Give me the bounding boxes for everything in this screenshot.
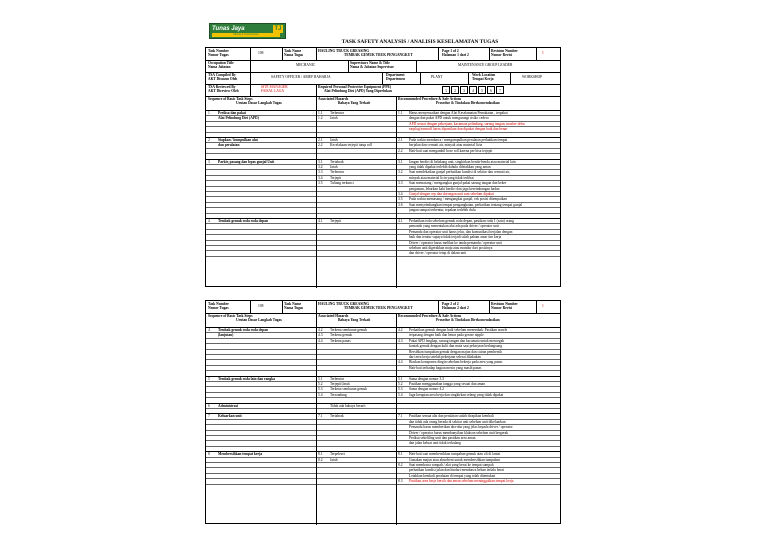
step-text: Alat Pelindung Diri (APD) [218,116,259,121]
col-hazards-id: Bahaya Yang Terkait [338,101,371,105]
control-text: dan driver / operator tetap di dalam unit [409,251,467,256]
hazard-text: Terpeleset [330,452,345,457]
control-text: earplug/earmuff harus dipastikan dan dipakai dengan baik dan benar [409,127,508,132]
control-number [398,187,408,192]
control-text: Driver / operator harus membunyikan klakson sebelum unit bergerak [409,430,509,435]
department-label: Department Departemen [386,73,405,81]
control-number [398,116,408,121]
hazard-text: Kecelakaan terjepit tutup roll [330,143,373,148]
control-number [398,333,408,338]
control-number: 3.4 [398,192,403,196]
step-number: 5 [208,376,210,381]
control-text: Pastikan menggunakan tangga yang sesuai dan aman [409,382,486,386]
control-number: 7.1 [398,414,403,419]
hazard-text: Terbentur [330,376,344,381]
control-text: kontak gemuk dengan kulit dan mata saat pekerjaan berlangsung [409,344,503,349]
hazard-text: Terjepit [330,219,342,223]
control-text: pengaman, lebarkan kaki berdiri dan jaga keseimbangan badan [409,186,500,191]
control-text: Saat membawa sampah / alat yang berat ke tempat sampah [409,463,494,467]
control-number: 3.6 [398,202,403,207]
control-text: Jaga kerapian area kerja dan singkirkan selang yang tidak dipakai [409,392,504,397]
control-text: Perhatikan gemuk dengan baik sebelum menembak. Pastikan nozzle [409,328,508,332]
p2-task-number-label: Task Number Nomor Tugas [208,302,229,310]
control-number [398,458,408,463]
control-text: baik dan teratur supaya tidak terjadi salah paham antar tim kerja [409,235,502,240]
ppe-box: 3 [460,86,468,94]
hazard-text: Terkena panas [330,338,351,343]
hazard-number: 8.1 [318,452,323,457]
control-number [398,230,408,235]
step-text: Tembak gemuk roda roda depan [218,328,269,332]
control-number: 8.1 [398,452,403,457]
ppe-label-1: Required Personal Protective Equipment (PPE) [318,85,392,89]
hazard-number: 3.3 [318,170,323,175]
hazard-text: Tersandung [330,392,347,397]
control-number [398,127,408,132]
control-number [398,366,408,371]
hazard-number: 1.1 [318,111,323,115]
control-number [398,224,408,229]
reviewed-by-label: TSA Reviewed By AKT Direview Oleh [208,85,239,93]
control-number [398,441,408,446]
hazard-number: 4.2 [318,328,323,332]
control-number [398,436,408,441]
hazard-number: 4.3 [318,333,323,338]
control-number [398,235,408,240]
page-2 [205,300,561,524]
hazard-text: Terbentur [330,170,344,175]
control-text: Perhatikan roda sebelum gemuk roda depan, pastikan roda 1 (satu) orang [409,219,514,223]
control-text: Sama dengan nomor 3.3 [409,376,444,381]
control-number [398,251,408,256]
col-controls-id: Prosedur & Tindakan Direkomendasikan [436,101,500,105]
control-number: 3.3 [398,181,403,186]
ppe-box: 4 [469,86,477,94]
control-number: 5.1 [398,376,403,381]
hazard-text: Jatuh [330,457,338,462]
control-number [398,241,408,246]
step-text: Administrasi [218,403,238,408]
step-number: 4 [208,219,210,223]
control-text: sebelum unit digerakkan maju atau mundur dari posisinya [409,246,493,250]
step-text: Periksa dan pakai [218,111,246,115]
control-text: APD sesuai dengan pekerjaan, kacamata pelindung, sarung tangan, masker debu [409,121,525,126]
control-number [398,420,408,425]
logo-tagline: Mining & Construction [212,33,280,37]
control-text: Pada waktu membawa / mengumpulkan peralatan perhatikan tempat [409,138,508,142]
hazard-number: 2.2 [318,143,323,148]
hazard-number: 1.2 [318,116,323,121]
control-text: Saat memasang / mengangkat gunjal pakai sarung tangan dan beker [409,181,507,186]
control-number [398,474,408,479]
control-number [398,208,408,213]
step-text: (lanjutan) [218,333,234,338]
department-value: PLANT [431,75,443,79]
step-text: dan peralatan [218,143,240,148]
control-text: Hati-hati saat mengambil hose roll karena per bisa terjepit [409,148,493,153]
hazard-number: 3.1 [318,159,323,164]
step-number: 4 [208,328,210,332]
ppe-label-2: Alat Pelindung Diri (APD) Yang Diperlukan [324,89,392,93]
control-text: Hati-hati saat membersihkan tumpahan gemuk atau oli di lantai [409,452,501,457]
control-text: Saat menyeimbangkan tempat pengangkatan, perhatikan tentang tempat gunjal [409,202,523,207]
p2-task-number: 108 [258,304,264,308]
hazard-number: 5.1 [318,376,323,381]
ppe-box: 6 [487,86,495,94]
hazard-text: Jatuh [330,165,338,169]
task-number-label: Task Number Nomor Tugas [208,49,229,57]
control-number [398,431,408,436]
control-text: Gunakan majun atau absorbent untuk membersihkan tumpahan [409,457,500,462]
compiled-by-label: TSA Compiled By AKT Disusun Oleh [208,73,238,81]
control-number: 4.3 [398,338,403,343]
p2-task-name-label: Task Name Nama Tugas [284,302,304,310]
control-number [398,176,408,181]
document-title: TASK SAFETY ANALYSIS / ANALISIS KESELAMATAN TUGAS [341,39,499,45]
step-number: 6 [208,403,210,408]
control-number [398,122,408,127]
control-number [398,468,408,473]
control-number: 1.1 [398,111,403,115]
p2-revision-number: 1 [542,304,544,308]
ppe-box: 5 [478,86,486,94]
control-text: Gunjal dengan cep dan dorongan unit saat sebelum dipakai [409,192,494,196]
p2-page-label: Page 2 of 2 [442,302,459,306]
hazard-text: Terjepit [330,175,342,180]
control-text: Pada waktu memasang / mengangkat gunjal, cek posisi ditempatkan [409,197,507,202]
p2-col-steps: Sequence of Basic Task Steps [208,314,253,318]
control-number [398,350,408,355]
control-text: Pemandu harus memberikan aba-aba yang jelas kepada driver / operator [409,425,513,430]
control-text: Pastikan semua alat dan peralatan sudah dirapikan kembali [409,414,494,419]
hazard-number: 4.1 [318,219,323,223]
control-number: 3.5 [398,197,403,202]
hazard-number [318,404,328,409]
control-number: 5.2 [398,382,403,386]
ppe-box: 7 [496,86,504,94]
occupation-label: Occupation Title Nama Jabatan [208,61,234,69]
hazard-number: 3.5 [318,181,323,186]
step-number: 2 [208,138,210,142]
p2-col-hazards: Associated Hazards [318,314,349,318]
task-name-label: Task Name Nama Tugas [284,49,304,57]
control-text: pemandu yang menentukan alat ada pada driver / operator unit [409,224,499,229]
reviewed-by-2: FAISAL LAGA [261,89,285,93]
control-text: Pastikan area kerja bersih dan aman sebelum meninggalkan tempat kerja [409,479,514,484]
hazard-text: Tertabrak [330,414,344,419]
location-label: Work Location Tempat Kerja [472,73,496,81]
step-text: Parkir, pasang dan lepas gunjal Unit [218,159,275,164]
hazard-text: Terkena semburan gemuk [330,328,368,332]
control-text: dari area kerja setelah pekerjaan selesai dilakukan [409,355,481,359]
control-text: Pakai APD lengkap, sarung tangan dan kacamata untuk mencegah [409,338,505,343]
control-text: berjalan dan cermati air, minyak atau material licin [409,143,483,148]
page-1 [205,47,561,287]
control-number: 2.2 [398,148,403,153]
step-number: 3 [208,159,210,164]
hazard-number: 5.4 [318,392,323,397]
location-value: WORKSHOP [522,75,543,79]
control-text: dan tidak ada orang berada di sekitar unit sebelum unit dikeluarkan [409,419,506,424]
control-number: 8.2 [398,463,403,467]
supervisor-value: MAINTENANCE GROUP LEADER [458,63,513,67]
hazard-number: 5.3 [318,387,323,392]
control-number [398,143,408,148]
hazard-number: 4.4 [318,338,323,343]
step-text: Tembak gemuk roda lain dan rangka [218,376,276,381]
revision-label: Revision Number Nomor Revisi [491,49,518,57]
step-number: 1 [208,111,210,115]
control-number: 3.2 [398,170,403,175]
control-text: perhatikan kondisi jalan dan hindari membawa beban terlalu berat [409,468,504,473]
control-text: dan jalan keluar unit tidak terhalang [409,441,461,446]
control-text: jangan sampai terbentur, tepakan terlebih dulu [409,208,476,213]
step-text: Tembak gemuk roda roda depan [218,219,269,223]
hazard-text: Terkena gemuk [330,333,353,338]
supervisor-label: Supervisors Name & Title Nama & Jabatan Supervisor [350,61,395,69]
p2-page-label-id: Halaman 2 dari 2 [442,306,469,310]
col-hazards: Associated Hazards [318,97,349,101]
control-text: Letakkan kembali peralatan di tempat yang telah ditentukan [409,473,496,478]
control-number: 4.4 [398,360,403,365]
hazard-text: Tertabrak [330,159,344,164]
control-number [398,165,408,170]
step-text: Membersihkan tempat kerja [218,452,263,457]
hazard-text: Tidak ada bahaya berarti [330,403,366,408]
task-name-2: TEMBAK GEMUK TRUK PENGANGKUT [344,53,413,57]
control-text: Jangan berdiri di belakang unit, singkirkan benda-benda atau material lain [409,159,516,164]
control-number: 5.4 [398,392,403,397]
control-number: 4.2 [398,328,403,332]
col-controls: Recommended Procedure & Safe Actions [398,97,462,101]
compiled-by-value: SAFETY OFFICER / ARIEF RAHARJA [271,75,331,79]
hazard-number: 3.4 [318,175,323,180]
reviewed-by-1: SITE MANAGER [261,85,288,89]
control-number: 5.3 [398,387,403,392]
ppe-box: 2 [451,86,459,94]
p2-task-name-1: HAULING TRUCK GREASING [318,302,370,306]
revision-number: 1 [542,51,544,55]
col-steps: Sequence of Basic Task Steps [208,97,253,101]
step-text: Keluarkan unit [218,414,242,419]
control-text: Driver / operator harus melihat ke tanda pemandu / operator unit [409,240,502,245]
control-number [398,425,408,430]
page-label: Page 1 of 2 [442,49,459,53]
company-logo [209,23,286,39]
control-text: Bersihkan tumpahan gemuk dengan majun dan cairan pembersih [409,349,503,354]
control-text: Saat mendekatkan gunjal perhatikan kondisi di sekitar dan cermati air, [409,170,511,175]
hazard-number: 2.1 [318,138,323,142]
control-number [398,355,408,360]
logo-mark: TJ [274,26,282,32]
task-number: 108 [258,51,264,55]
hazard-number: 3.2 [318,165,323,169]
hazard-number: 8.2 [318,457,323,462]
hazard-text: Jatuh [330,138,338,142]
logo-name: Tunas Jaya [212,26,245,32]
control-text: Sama dengan nomor 4.2 [409,387,444,392]
control-text: yang tidak dipakai terlebih dahulu diletakkan yang aman [409,165,491,169]
p2-col-controls: Recommended Procedure & Safe Actions [398,314,462,318]
control-text: Pemandu dan operator unit harus jelas, dan komunikasi berjalan dengan [409,229,513,234]
control-number: 8.3 [398,479,403,484]
control-text: dengan dan pakai APD untuk mengurangi risiko cedera [409,116,489,121]
control-text: Harus menyesuaikan dengan Alat Keselamatan Pemakaian , terpakai [409,111,508,115]
step-number: 7 [208,414,210,419]
control-text: Biarkan komponen dingin sebelum bekerja pada area yang panas [409,360,503,365]
p2-revision-label: Revision Number Nomor Revisi [491,302,518,310]
control-text: minyak atau material licin yang tidak terlihat [409,175,474,180]
p2-col-hazards-id: Bahaya Yang Terkait [338,318,371,322]
p2-col-controls-id: Prosedur & Tindakan Direkomendasikan [436,318,500,322]
ppe-box: 1 [442,86,450,94]
hazard-number: 5.2 [318,382,323,386]
control-text: Periksa sekeliling unit dan pastikan area aman [409,436,476,440]
control-number [398,246,408,251]
hazard-text: Terbentur [330,111,344,115]
control-text: Hati-hati terhadap bagian mesin yang masih panas [409,365,482,370]
hazard-text: Terkena semburan gemuk [330,387,368,392]
step-number: 8 [208,452,210,457]
occupation-value: MECHANIC [296,63,316,67]
task-name-1: HAULING TRUCK GREASING [318,49,370,53]
hazard-text: Tuliang terkunci [330,181,354,186]
p2-col-steps-id: Urutan Dasar Langkah Tugas [236,318,282,322]
control-number: 3.1 [398,159,403,164]
p2-task-name-2: TEMBAK GEMUK TRUK PENGANGKUT [344,306,413,310]
control-number: 4.1 [398,219,403,223]
hazard-number: 7.1 [318,414,323,419]
hazard-text: Jatuh [330,116,338,121]
control-number: 2.1 [398,138,403,142]
control-number [398,344,408,349]
hazard-text: Terjepit/Jatuh [330,382,350,386]
step-text: Siapkan / kumpulkan alat [218,138,258,142]
control-text: terpasang dengan baik dan benar pada grease nipple [409,333,484,338]
page-label-id: Halaman 1 dari 2 [442,53,469,57]
col-steps-id: Urutan Dasar Langkah Tugas [236,101,282,105]
